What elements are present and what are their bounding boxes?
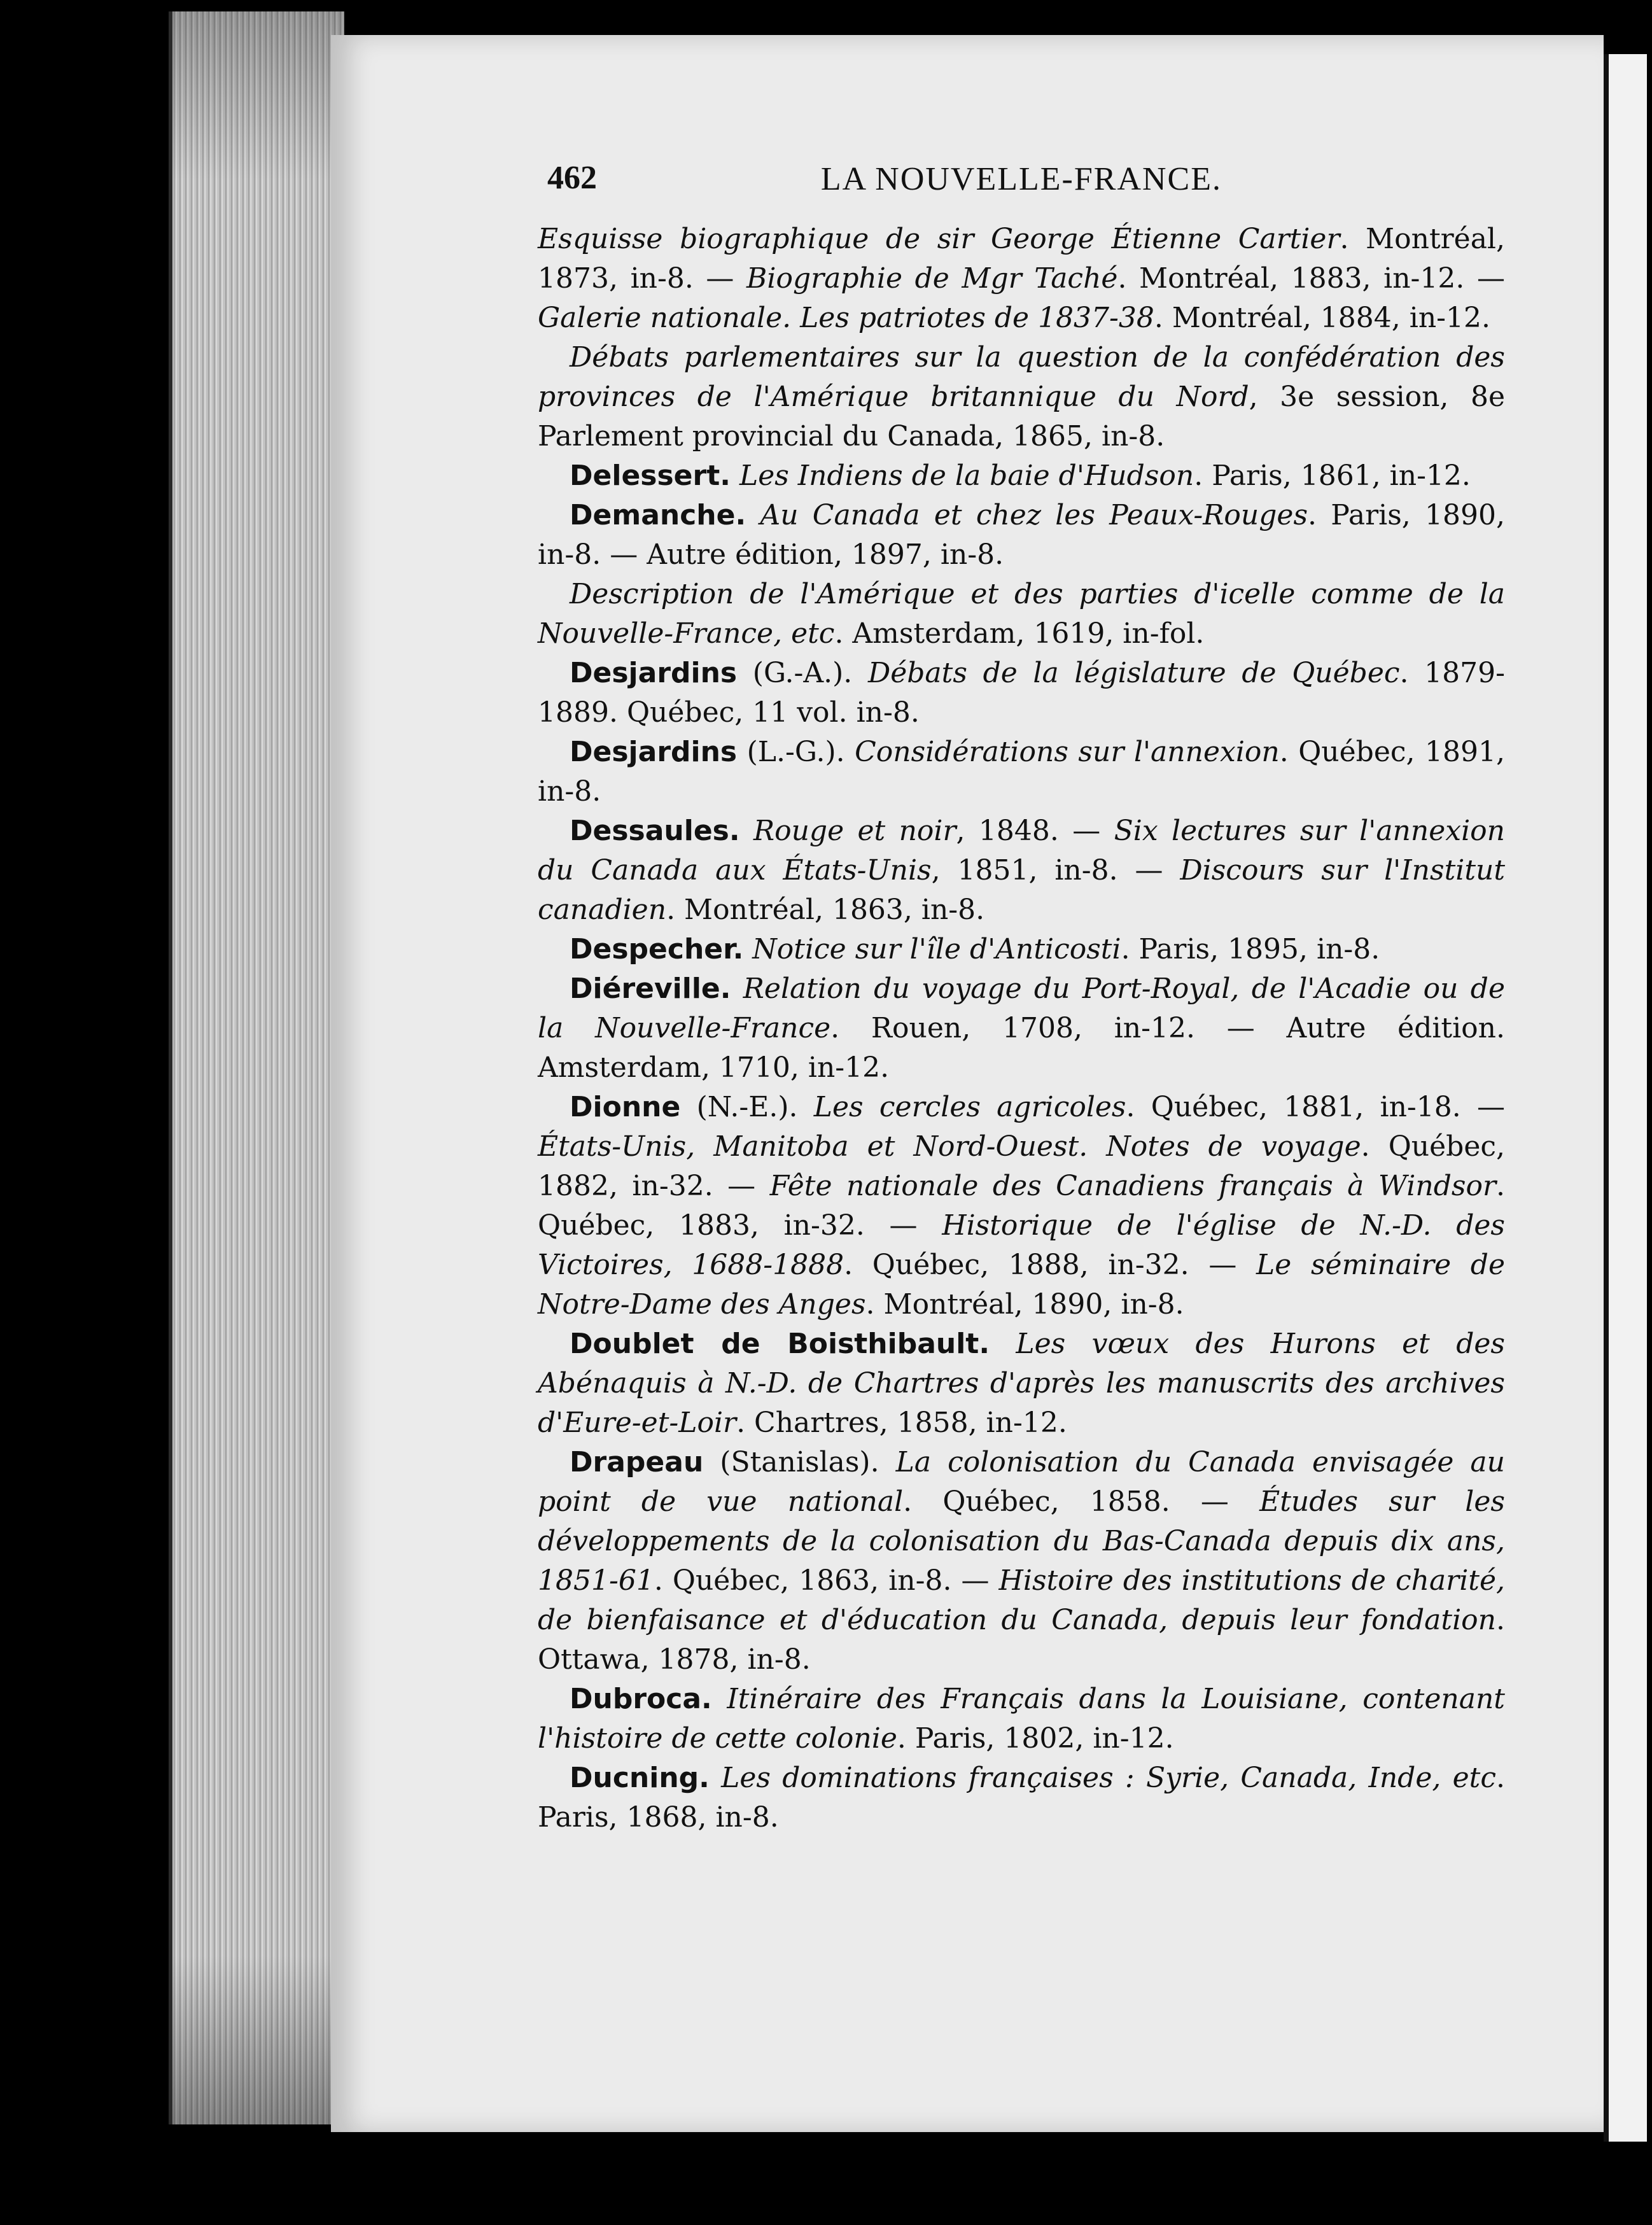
entry-text: . Rouen, 1708, in-12. — Autre édition. Amsterdam, 1710, in-12. [538,1012,1505,1084]
entry-text: . Chartres, 1858, in-12. [736,1407,1067,1439]
bibliography-entry [538,733,1505,811]
entry-text: . Québec, 1858. — [903,1485,1260,1518]
entry-title: Au Canada et chez les Peaux-Rouges [760,499,1308,531]
entry-text [710,1762,721,1794]
entry-text: . Québec, 1882, in-32. — [538,1130,1505,1202]
entry-text: . Amsterdam, 1619, in-fol. [834,617,1205,650]
entry-text: . Québec, 1891, in-8. [538,736,1505,808]
entry-text: (Stanislas). [703,1446,896,1478]
bibliography-entry [538,1443,1505,1680]
entry-text: . Québec, 1888, in-32. — [844,1249,1257,1281]
entry-title: Les vœux des Hurons et des Abénaquis à N.-D. de Chartres d'après les manuscrits des archives d'Eure-et-Loir [538,1328,1505,1439]
entry-title: Galerie nationale. Les patriotes de 1837-38 [538,302,1154,334]
entry-title: Le séminaire de Notre-Dame des Anges [538,1249,1505,1321]
entry-text: . Montréal, 1883, in-12. — [1117,262,1506,295]
entry-title: Fête nationale des Canadiens français à Windsor [769,1170,1496,1202]
entry-title: Les cercles agricoles [813,1091,1126,1123]
entry-author: Doublet de Boisthibault. [570,1328,990,1360]
bibliography-entry [538,1680,1505,1758]
entry-text: . Québec, 1881, in-18. — [1126,1091,1505,1123]
entry-title: La colonisation du Canada envisagée au point de vue national [538,1446,1505,1518]
bibliography-entry [538,338,1505,456]
entry-title: Relation du voyage du Port-Royal, de l'Acadie ou de la Nouvelle-France [538,972,1505,1044]
entry-text: , 1848. — [956,815,1114,847]
entry-author: Drapeau [570,1446,704,1478]
entry-text: . Paris, 1861, in-12. [1194,460,1471,492]
entry-title: Rouge et noir [753,815,956,847]
entry-author: Ducning. [570,1762,710,1794]
entry-text: , 1851, in-8. — [931,854,1180,887]
bibliography-entry [538,456,1505,496]
entry-text [743,933,752,965]
entry-text [746,499,760,531]
entry-author: Desjardins [570,736,738,768]
entry-text [990,1328,1016,1360]
bibliography-entry [538,496,1505,575]
entry-title: Les dominations françaises : Syrie, Canada, Inde, etc [721,1762,1496,1794]
bibliography-text [538,220,1505,1837]
entry-text: . Paris, 1895, in-8. [1121,933,1380,965]
entry-text: (N.-E.). [680,1091,814,1123]
page-header [547,159,1222,204]
entry-title: États-Unis, Manitoba et Nord-Ouest. Notes de voyage [538,1130,1361,1163]
bibliography-entry [538,1088,1505,1324]
entry-title: Esquisse biographique de sir George Étienne Cartier [538,223,1340,255]
entry-text: (G.-A.). [737,657,868,689]
entry-title: Les Indiens de la baie d'Hudson [739,460,1194,492]
entry-title: Description de l'Amérique et des parties d'icelle comme de la Nouvelle-France, etc [538,578,1505,650]
entry-text: . Paris, 1802, in-12. [897,1722,1174,1755]
entry-title: Discours sur l'Institut canadien [538,854,1506,926]
entry-text: . Québec, 1883, in-32. — [538,1170,1505,1242]
bibliography-entry [538,654,1505,733]
entry-title: Études sur les développements de la colonisation du Bas-Canada depuis dix ans, 1851-61 [538,1485,1505,1597]
bibliography-entry [538,969,1505,1088]
page-number: 462 [547,160,597,196]
entry-text [712,1683,727,1715]
running-title: LA NOUVELLE-FRANCE. [820,161,1222,197]
entry-title: Débats de la législature de Québec [867,657,1400,689]
entry-title: Notice sur l'île d'Anticosti [752,933,1121,965]
bibliography-entry [538,1324,1505,1443]
bibliography-entry [538,811,1505,930]
entry-text [731,972,743,1005]
entry-title: Itinéraire des Français dans la Louisiane, contenant l'histoire de cette colonie [538,1683,1505,1755]
entry-title: Six lectures sur l'annexion du Canada aux États-Unis [538,815,1505,887]
entry-text [740,815,753,847]
entry-author: Despecher. [570,933,744,965]
entry-author: Dessaules. [570,815,740,847]
page-edges [169,11,344,2124]
entry-text: , 3e session, 8e Parlement provincial du Canada, 1865, in-8. [538,381,1505,453]
entry-text: . Paris, 1868, in-8. [538,1762,1505,1834]
entry-author: Dionne [570,1091,681,1123]
entry-author: Dubroca. [570,1683,712,1715]
entry-author: Diéreville. [570,972,731,1005]
facing-page-edge [1604,54,1647,2142]
entry-text: (L.-G.). [737,736,855,768]
bibliography-entry [538,930,1505,969]
entry-title: Considérations sur l'annexion [855,736,1280,768]
bibliography-entry [538,575,1505,654]
entry-text: . Ottawa, 1878, in-8. [538,1604,1505,1676]
entry-text: . Montréal, 1890, in-8. [865,1288,1184,1321]
bibliography-entry [538,220,1505,338]
entry-text: . Québec, 1863, in-8. — [654,1564,999,1597]
entry-title: Débats parlementaires sur la question de la confédération des provinces de l'Amérique britannique du Nord [538,341,1505,413]
bibliography-entry [538,1758,1505,1837]
entry-text [731,460,739,492]
entry-text: . 1879-1889. Québec, 11 vol. in-8. [538,657,1505,729]
entry-author: Demanche. [570,499,746,531]
entry-text: . Montréal, 1884, in-12. [1154,302,1490,334]
entry-author: Delessert. [570,460,731,492]
entry-title: Histoire des institutions de charité, de bienfaisance et d'éducation du Canada, depuis leur fondation [538,1564,1505,1636]
entry-title: Historique de l'église de N.-D. des Victoires, 1688-1888 [538,1209,1505,1281]
entry-author: Desjardins [570,657,738,689]
entry-title: Biographie de Mgr Taché [746,262,1118,295]
entry-text: . Montréal, 1873, in-8. — [538,223,1505,295]
entry-text: . Montréal, 1863, in-8. [666,894,985,926]
entry-text: . Paris, 1890, in-8. — Autre édition, 1897, in-8. [538,499,1505,571]
